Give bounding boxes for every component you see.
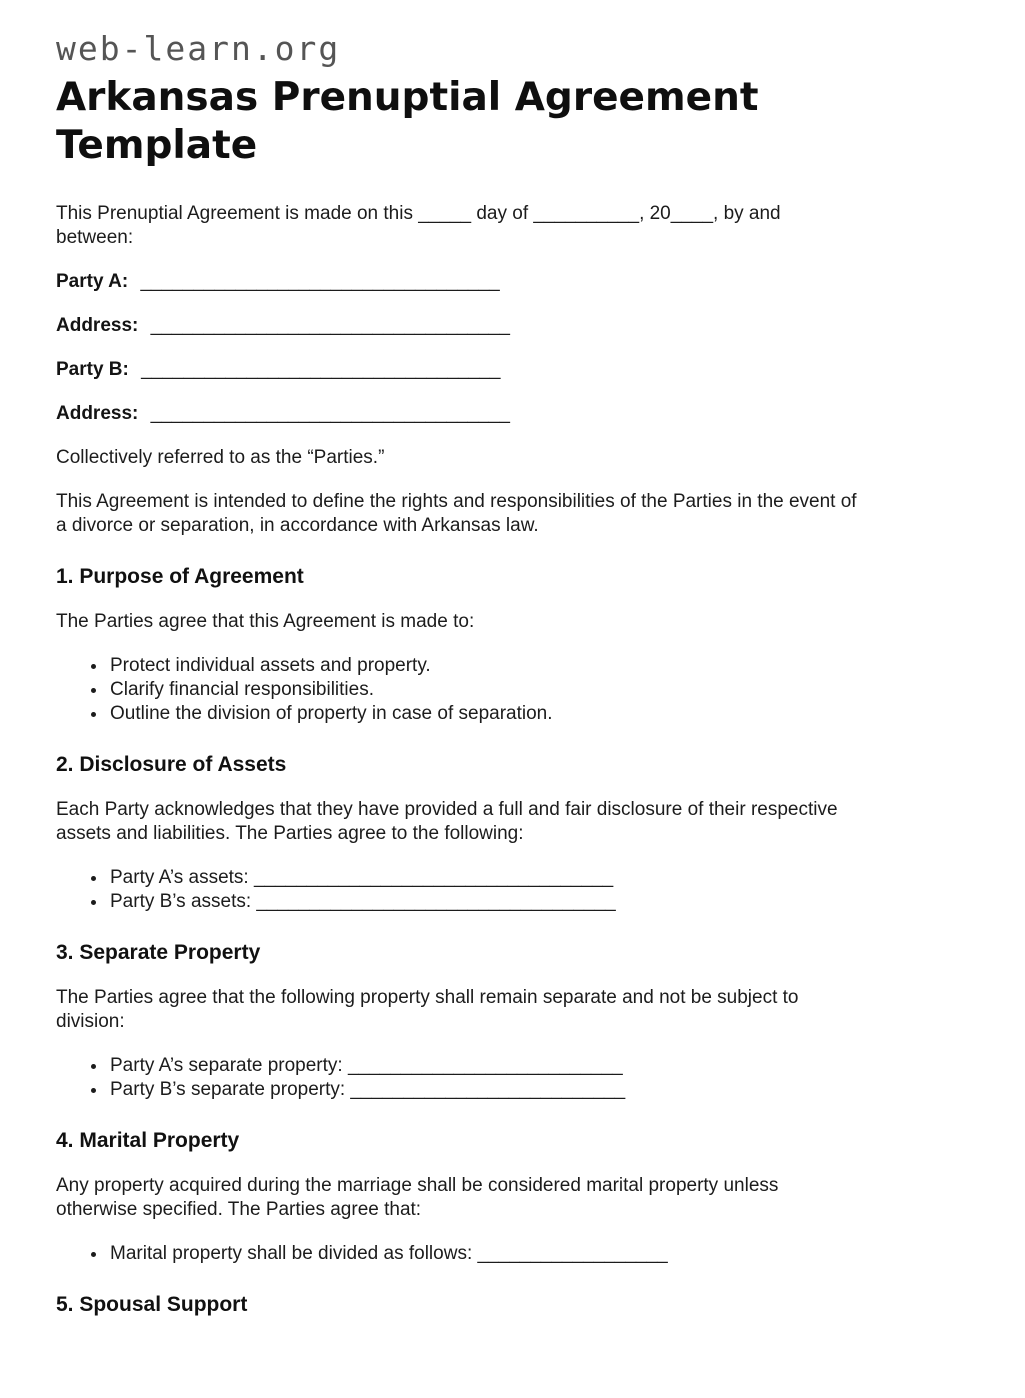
list-item: • Party A’s separate property: __________________________ (108, 1054, 862, 1078)
section-paragraph-purpose: The Parties agree that this Agreement is made to: (56, 611, 475, 632)
section-paragraph-disclosure: Each Party acknowledges that they have provided a full and fair disclosure of their respective assets and liabilities. The Parties agree to the following: (56, 799, 838, 844)
bullet-list-disclosure (56, 866, 862, 914)
document-content (56, 30, 862, 1318)
bullet-list-purpose (56, 654, 862, 726)
site-logo-text: web-learn.org (56, 29, 341, 68)
agreement-purpose-note: This Agreement is intended to define the rights and responsibilities of the Parties in the event of a divorce or separation, in accordance with Arkansas law. (56, 491, 857, 536)
intro-paragraph: This Prenuptial Agreement is made on this _____ day of __________, 20____, by and between: (56, 203, 781, 248)
list-item: • Party B’s assets: __________________________________ (108, 890, 862, 914)
party-a-row (56, 270, 862, 294)
party-b-address-label: Address: (56, 403, 139, 424)
party-b-address-blank: __________________________________ (150, 403, 510, 424)
list-item: • Protect individual assets and property. (108, 654, 862, 678)
party-b-label: Party B: (56, 359, 129, 380)
list-item: • Clarify financial responsibilities. (108, 678, 862, 702)
collective-note: Collectively referred to as the “Parties.” (56, 447, 385, 468)
bullet-list-separate-property (56, 1054, 862, 1102)
party-a-address-blank: __________________________________ (150, 315, 510, 336)
party-b-row (56, 358, 862, 382)
section-heading-separate-property: 3. Separate Property (56, 941, 261, 964)
party-b-address-row (56, 402, 862, 426)
section-heading-purpose: 1. Purpose of Agreement (56, 565, 304, 588)
list-item: • Party A’s assets: __________________________________ (108, 866, 862, 890)
section-paragraph-marital-property: Any property acquired during the marriage shall be considered marital property unless otherwise specified. The Parties agree that: (56, 1175, 779, 1220)
list-item: • Outline the division of property in case of separation. (108, 702, 862, 726)
bullet-list-marital-property (56, 1242, 862, 1266)
section-heading-spousal-support: 5. Spousal Support (56, 1293, 248, 1316)
page-title: Arkansas Prenuptial Agreement Template (56, 75, 759, 168)
party-a-address-label: Address: (56, 315, 139, 336)
party-a-address-row (56, 314, 862, 338)
list-item: • Party B’s separate property: __________________________ (108, 1078, 862, 1102)
section-paragraph-separate-property: The Parties agree that the following property shall remain separate and not be subject to division: (56, 987, 799, 1032)
party-a-label: Party A: (56, 271, 129, 292)
party-a-blank: __________________________________ (140, 271, 500, 292)
party-b-blank: __________________________________ (141, 359, 501, 380)
section-heading-marital-property: 4. Marital Property (56, 1129, 240, 1152)
list-item: • Marital property shall be divided as follows: __________________ (108, 1242, 862, 1266)
section-heading-disclosure: 2. Disclosure of Assets (56, 753, 287, 776)
